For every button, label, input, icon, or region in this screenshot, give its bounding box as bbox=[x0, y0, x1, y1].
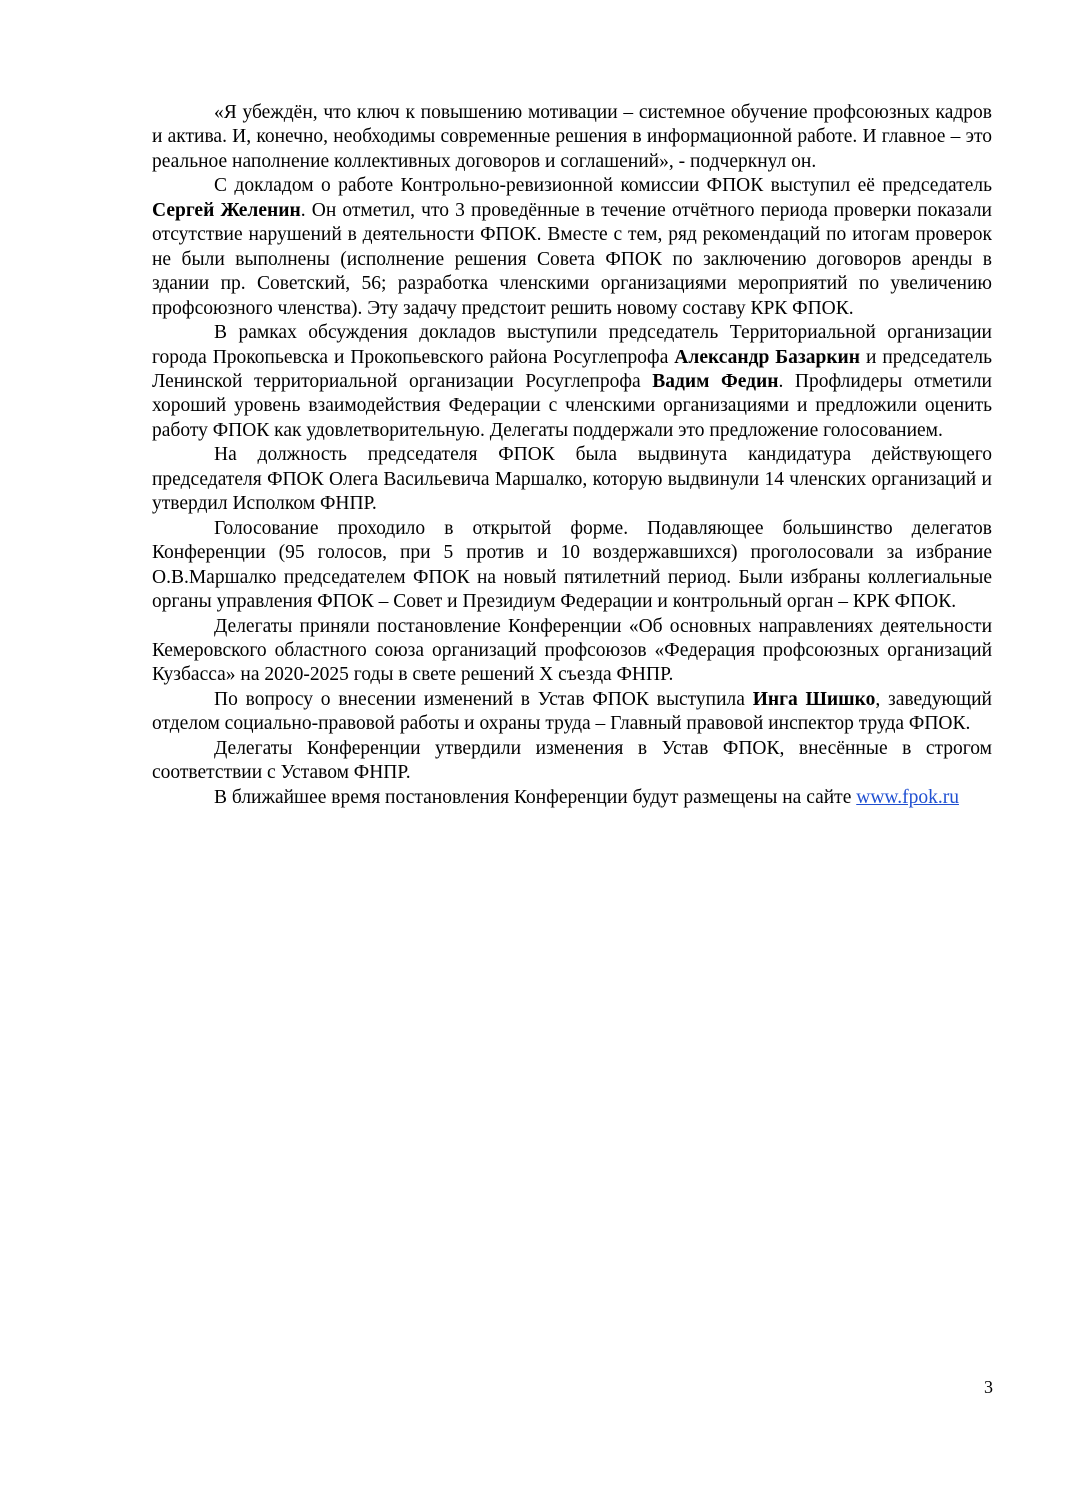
paragraph-charter-speaker bbox=[152, 688, 992, 737]
website-link[interactable]: www.fpok.ru bbox=[856, 786, 959, 808]
paragraph-text: Голосование проходило в открытой форме. Подавляющее большинство делегатов Конференции (95 голосов, при 5 против и 10 воздержавшихся) проголосовали за избрание О.В.Маршалко председателем ФПОК на новый пятилетний период. Были избраны коллегиальные органы управления ФПОК – Совет и Президиум Федерации и контрольный орган – КРК ФПОК. bbox=[152, 517, 992, 613]
paragraph-text: В рамках обсуждения докладов выступили председатель Территориальной организации города Прокопьевска и Прокопьевского района Росуглепрофа bbox=[152, 322, 992, 368]
speaker-name: Сергей Желенин bbox=[152, 199, 301, 221]
paragraph-text: , заведующий отделом социально-правовой работы и охраны труда – Главный правовой инспектор труда ФПОК. bbox=[152, 688, 992, 735]
paragraph-quote bbox=[152, 101, 992, 174]
page-number: 3 bbox=[984, 1377, 993, 1397]
speaker-name: Инга Шишко bbox=[752, 688, 876, 710]
paragraph-text: . Профлидеры отметили хороший уровень взаимодействия Федерации с членскими организациями и предложили оценить работу ФПОК как удовлетворительную. Делегаты поддержали это предложение голосованием. bbox=[152, 370, 992, 441]
speaker-name: Александр Базаркин bbox=[674, 346, 861, 368]
paragraph-voting bbox=[152, 517, 992, 615]
paragraph-discussion bbox=[152, 321, 992, 443]
paragraph-text: С докладом о работе Контрольно-ревизионной комиссии ФПОК выступил её председатель bbox=[214, 175, 992, 197]
paragraph-text: . Он отметил, что 3 проведённые в течение отчётного периода проверки показали отсутствие нарушений в деятельности ФПОК. Вместе с тем, ряд рекомендаций по итогам проверок не были выполнены (исполнение решения Совета ФПОК по заключению договоров аренды в здании пр. Советский, 56; разработка членскими организациями мероприятий по увеличению профсоюзного членства). Эту задачу предстоит решить новому составу КРК ФПОК. bbox=[152, 199, 992, 319]
paragraph-text: «Я убеждён, что ключ к повышению мотивации – системное обучение профсоюзных кадров и актива. И, конечно, необходимы современные решения в информационной работе. И главное – это реальное наполнение коллективных договоров и соглашений», - подчеркнул он. bbox=[152, 102, 992, 172]
speaker-name: Вадим Федин bbox=[652, 370, 779, 392]
document-body bbox=[152, 101, 992, 810]
paragraph-text: Делегаты приняли постановление Конференции «Об основных направлениях деятельности Кемеровского областного союза организаций профсоюзов «Федерация профсоюзных организаций Кузбасса» на 2020-2025 годы в свете решений X съезда ФНПР. bbox=[152, 615, 992, 686]
paragraph-resolution bbox=[152, 615, 992, 688]
paragraph-nomination bbox=[152, 443, 992, 516]
paragraph-text: Делегаты Конференции утвердили изменения в Устав ФПОК, внесённые в строгом соответствии с Уставом ФНПР. bbox=[152, 737, 992, 784]
paragraph-text: На должность председателя ФПОК была выдвинута кандидатура действующего председателя ФПОК Олега Васильевича Маршалко, которую выдвинули 14 членских организаций и утвердил Исполком ФНПР. bbox=[152, 444, 992, 515]
paragraph-charter-approval bbox=[152, 737, 992, 786]
paragraph-publication bbox=[152, 786, 992, 810]
paragraph-text: По вопросу о внесении изменений в Устав ФПОК выступила bbox=[214, 688, 753, 710]
paragraph-text: В ближайшее время постановления Конференции будут размещены на сайте bbox=[214, 786, 857, 808]
paragraph-text: и председатель Ленинской территориальной организации Росуглепрофа bbox=[152, 346, 993, 392]
paragraph-audit-commission bbox=[152, 174, 992, 321]
